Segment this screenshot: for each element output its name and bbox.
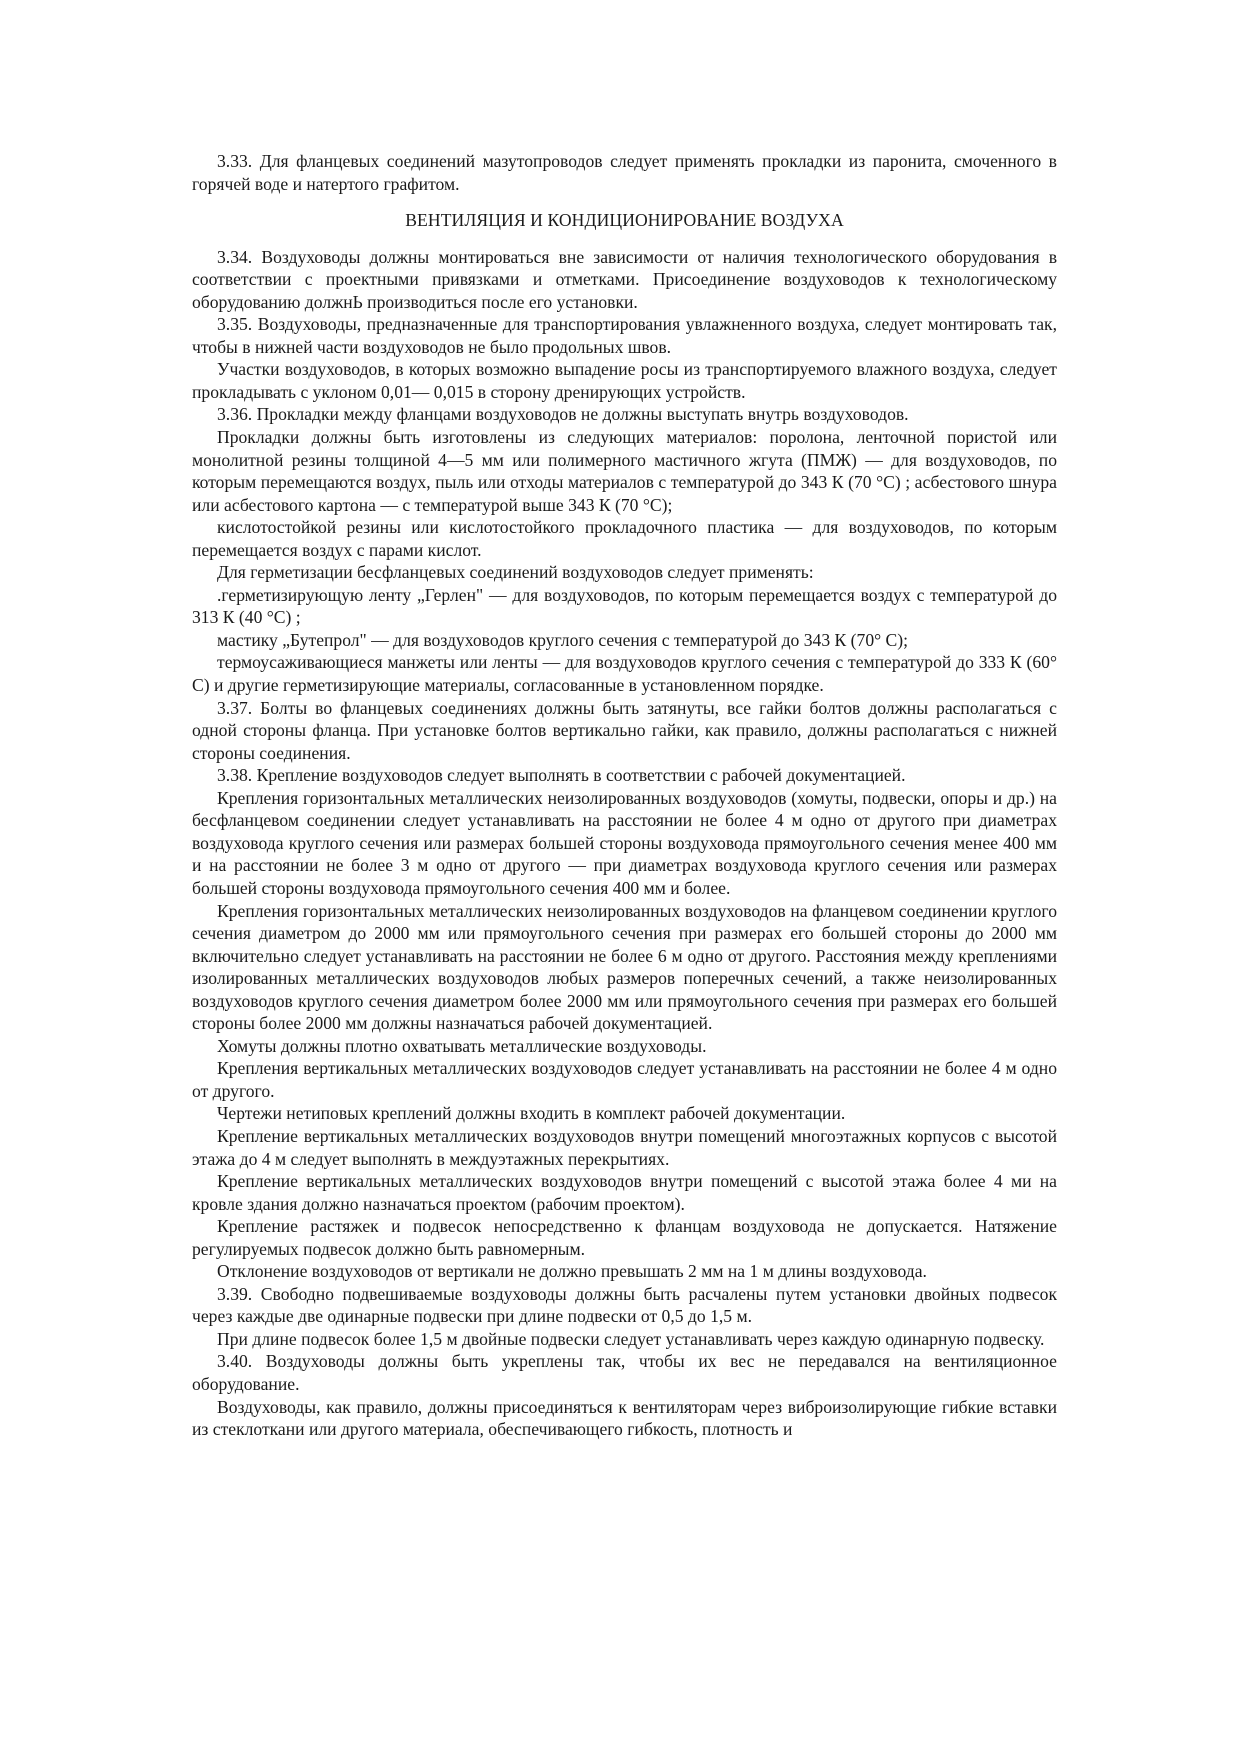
paragraph-3-34: 3.34. Воздуховоды должны монтироваться вне зависимости от наличия технологического оборудования в соответствии с проектными привязками и отметками. Присоединение воздуховодов к технологическому оборудованию должнЬ производиться после его установки. <box>192 246 1057 312</box>
paragraph: Хомуты должны плотно охватывать металлические воздуховоды. <box>217 1035 707 1056</box>
paragraph: При длине подвесок более 1,5 м двойные подвески следует устанавливать через каждую одинарную подвеску. <box>217 1328 1045 1349</box>
paragraph-3-36: 3.36. Прокладки между фланцами воздуховодов не должны выступать внутрь воздуховодов. <box>217 404 909 425</box>
paragraph: Крепление вертикальных металлических воздуховодов внутри помещений с высотой этажа более 4 ми на кровле здания должно назначаться проектом (рабочим проектом). <box>192 1171 1057 1214</box>
paragraph: Воздуховоды, как правило, должны присоединяться к вентиляторам через виброизолирующие гибкие вставки из стеклоткани или другого материала, обеспечивающего гибкость, плотность и <box>192 1396 1057 1440</box>
paragraph: Крепление растяжек и подвесок непосредственно к фланцам воздуховода не допускается. Натяжение регулируемых подвесок должно быть равномерным. <box>192 1216 1057 1259</box>
paragraph: мастику „Бутепрол" — для воздуховодов круглого сечения с температурой до 343 К (70° С); <box>217 629 909 650</box>
paragraph: кислотостойкой резины или кислотостойкого прокладочного пластика — для воздуховодов, по которым перемещается воздух с парами кислот. <box>192 517 1057 560</box>
paragraph: Крепления горизонтальных металлических неизолированных воздуховодов (хомуты, подвески, опоры и др.) на бесфланцевом соединении следует устанавливать на расстоянии не более 4 м одно от другого при диаметрах воздуховода круглого сечения или размерах большей стороны воздуховода прямоугольного сечения менее 400 мм и на расстоянии не более 3 м одно от другого — при диаметрах воздуховода круглого сечения или размерах большей стороны воздуховода прямоугольного сечения 400 мм и более. <box>192 787 1057 898</box>
paragraph: Чертежи нетиповых креплений должны входить в комплект рабочей документации. <box>217 1103 846 1124</box>
paragraph: Отклонение воздуховодов от вертикали не должно превышать 2 мм на 1 м длины воздуховода. <box>217 1261 927 1282</box>
paragraph: Крепления вертикальных металлических воздуховодов следует устанавливать на расстоянии не более 4 м одно от другого. <box>192 1058 1057 1101</box>
paragraph-3-40: 3.40. Воздуховоды должны быть укреплены так, чтобы их вес не передавался на вентиляционное оборудование. <box>192 1351 1057 1394</box>
paragraph: Крепление вертикальных металлических воздуховодов внутри помещений многоэтажных корпусов с высотой этажа до 4 м следует выполнять в междуэтажных перекрытиях. <box>192 1125 1057 1169</box>
paragraph: Для герметизации бесфланцевых соединений воздуховодов следует применять: <box>217 562 814 583</box>
paragraph: Прокладки должны быть изготовлены из следующих материалов: поролона, ленточной пористой или монолитной резины толщиной 4—5 мм или полимерного мастичного жгута (ПМЖ) — для воздуховодов, по которым перемещаются воздух, пыль или отходы материалов с температурой до 343 К (70 °С) ; асбестового шнура или асбестового картона — с температурой выше 343 К (70 °С); <box>192 427 1057 515</box>
paragraph-3-35: 3.35. Воздуховоды, предназначенные для транспортирования увлажненного воздуха, следует монтировать так, чтобы в нижней части воздуховодов не было продольных швов. <box>192 314 1057 357</box>
paragraph-3-39: 3.39. Свободно подвешиваемые воздуховоды должны быть расчалены путем установки двойных подвесок через каждые две одинарные подвески при длине подвески от 0,5 до 1,5 м. <box>192 1283 1057 1327</box>
paragraph-3-33: 3.33. Для фланцевых соединений мазутопроводов следует применять прокладки из паронита, смоченного в горячей воде и натертого графитом. <box>192 151 1057 194</box>
paragraph: Участки воздуховодов, в которых возможно выпадение росы из транспортируемого влажного воздуха, следует прокладывать с уклоном 0,01— 0,015 в сторону дренирующих устройств. <box>192 359 1057 402</box>
paragraph-3-38: 3.38. Крепление воздуховодов следует выполнять в соответствии с рабочей документацией. <box>217 765 906 786</box>
paragraph: термоусаживающиеся манжеты или ленты — для воздуховодов круглого сечения с температурой до 333 К (60° С) и другие герметизирующие материалы, согласованные в установленном порядке. <box>192 652 1057 696</box>
paragraph-3-37: 3.37. Болты во фланцевых соединениях должны быть затянуты, все гайки болтов должны располагаться с одной стороны фланца. При установке болтов вертикально гайки, как правило, должны располагаться с нижней стороны соединения. <box>192 697 1057 763</box>
section-heading: ВЕНТИЛЯЦИЯ И КОНДИЦИОНИРОВАНИЕ ВОЗДУХА <box>405 210 844 231</box>
paragraph: Крепления горизонтальных металлических неизолированных воздуховодов на фланцевом соединении круглого сечения диаметром до 2000 мм или прямоугольного сечения при размерах его большей стороны до 2000 мм включительно следует устанавливать на расстоянии не более 6 м одно от другого. Расстояния между креплениями изолированных металлических воздуховодов любых размеров поперечных сечений, а также неизолированных воздуховодов круглого сечения диаметром более 2000 мм или прямоугольного сечения при размерах его большей стороны более 2000 мм должны назначаться рабочей документацией. <box>192 900 1057 1034</box>
paragraph: .герметизирующую ленту „Герлен" — для воздуховодов, по которым перемещается воздух с температурой до 313 К (40 °С) ; <box>192 584 1057 628</box>
document-body <box>192 150 1057 1441</box>
